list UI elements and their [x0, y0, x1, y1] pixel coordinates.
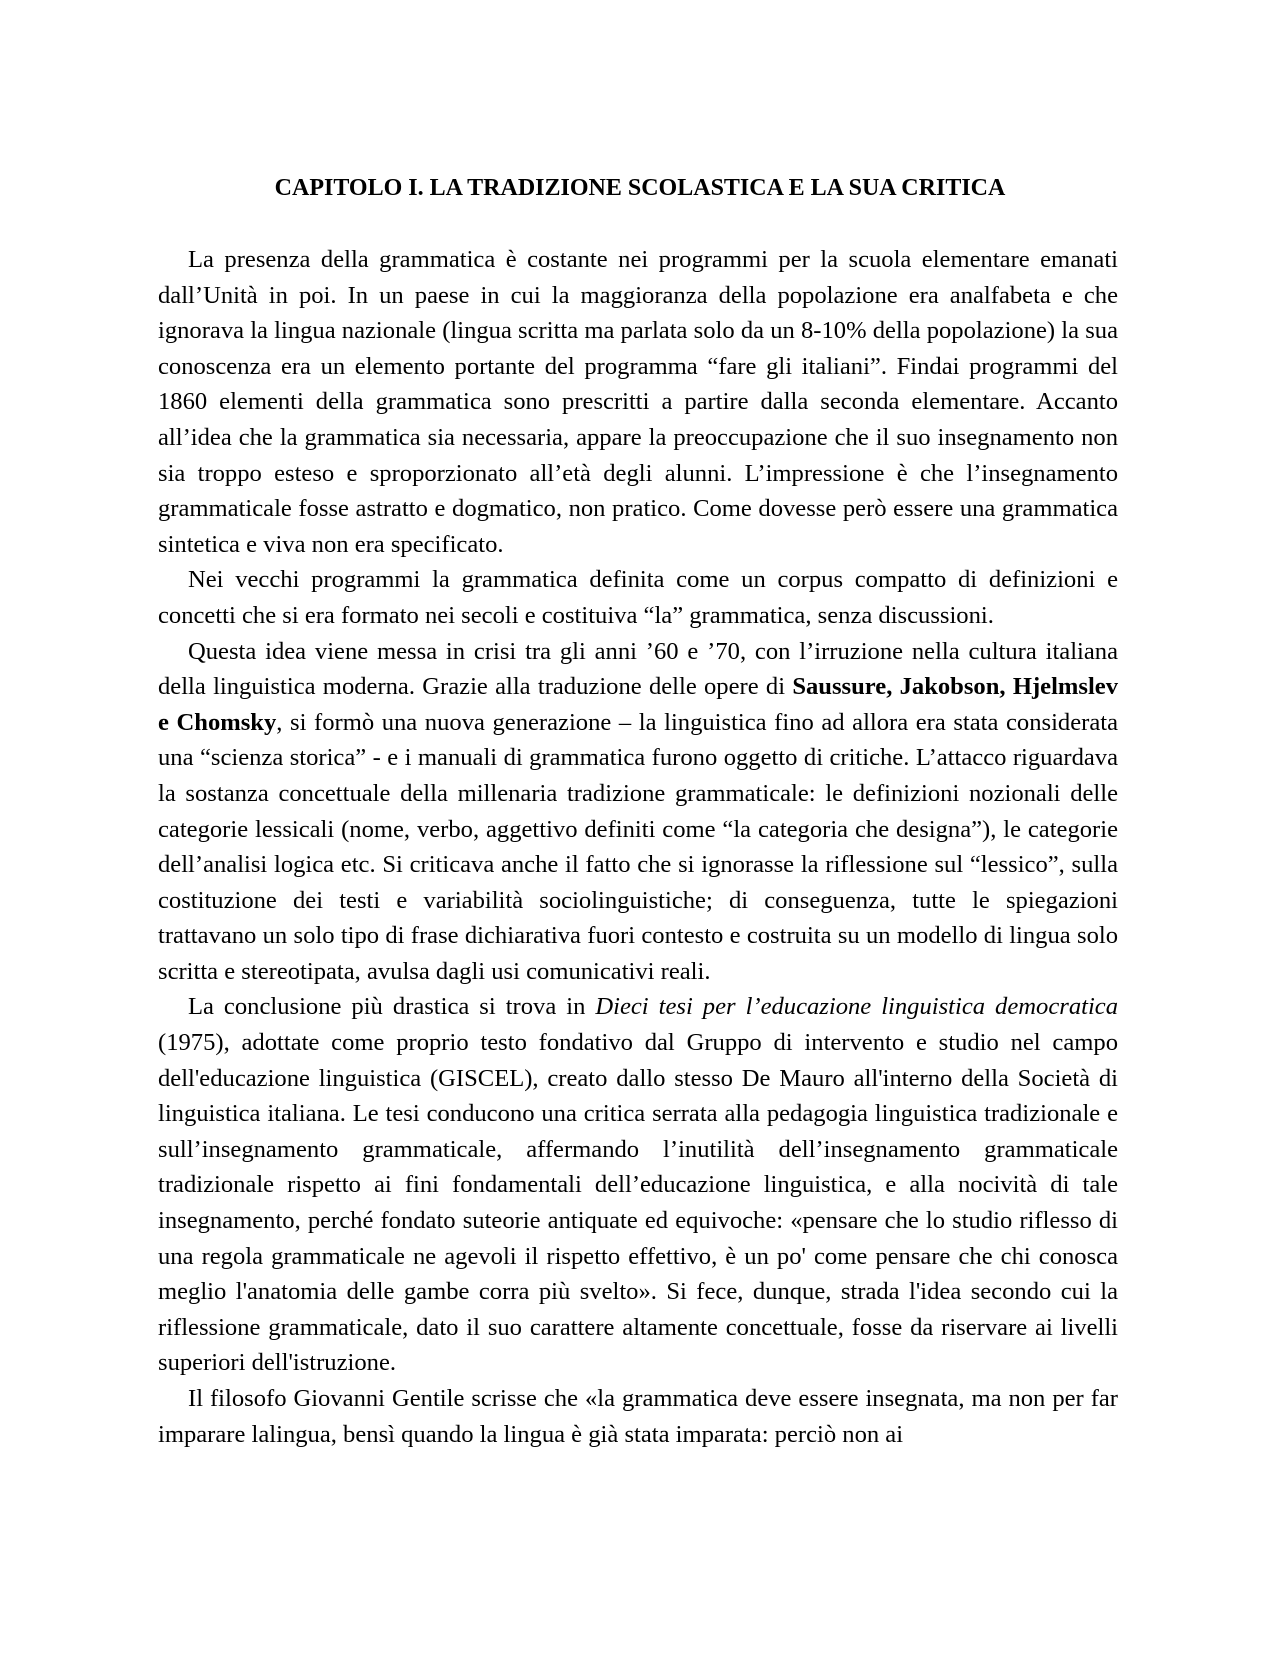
paragraph-4-text-start: La conclusione più drastica si trova in	[188, 993, 596, 1021]
paragraph-4-text-end: (1975), adottate come proprio testo fondativo dal Gruppo di intervento e studio nel campo dell'educazione linguistica (GISCEL), creato dallo stesso De Mauro all'interno della Società di linguistica italiana. Le tesi conducono una critica serrata alla pedagogia linguistica tradizionale e sull’insegnamento grammaticale, affermando l’inutilità dell’insegnamento grammaticale tradizionale rispetto ai fini fondamentali dell’educazione linguistica, e alla nocività di tale insegnamento, perché fondato suteorie antiquate ed equivoche: «pensare che lo studio riflesso di una regola grammaticale ne agevoli il rispetto effettivo, è un po' come pensare che chi conosca meglio l'anatomia delle gambe corra più svelto». Si fece, dunque, strada l'idea secondo cui la riflessione grammaticale, dato il suo carattere altamente concettuale, fosse da riservare ai livelli superiori dell'istruzione.	[158, 1029, 1118, 1377]
paragraph-4	[158, 989, 1118, 1381]
paragraph-1: La presenza della grammatica è costante nei programmi per la scuola elementare emanati dall’Unità in poi. In un paese in cui la maggioranza della popolazione era analfabeta e che ignorava la lingua nazionale (lingua scritta ma parlata solo da un 8-10% della popolazione) la sua conoscenza era un elemento portante del programma “fare gli italiani”. Findai programmi del 1860 elementi della grammatica sono prescritti a partire dalla seconda elementare. Accanto all’idea che la grammatica sia necessaria, appare la preoccupazione che il suo insegnamento non sia troppo esteso e sproporzionato all’età degli alunni. L’impressione è che l’insegnamento grammaticale fosse astratto e dogmatico, non pratico. Come dovesse però essere una grammatica sintetica e viva non era specificato.	[158, 246, 1118, 558]
paragraph-5: Il filosofo Giovanni Gentile scrisse che «la grammatica deve essere insegnata, ma non per far imparare lalingua, bensì quando la lingua è già stata imparata: perciò non ai	[158, 1385, 1118, 1448]
paragraph-3	[158, 634, 1118, 990]
chapter-title: CAPITOLO I. LA TRADIZIONE SCOLASTICA E LA SUA CRITICA	[274, 175, 1006, 201]
paragraph-3-bold-authors: Saussure, Jakobson, Hjelmslev e Chomsky	[158, 673, 1119, 736]
paragraph-3-text-end: , si formò una nuova generazione – la linguistica fino ad allora era stata considerata una “scienza storica” - e i manuali di grammatica furono oggetto di critiche. L’attacco riguardava la sostanza concettuale della millenaria tradizione grammaticale: le definizioni nozionali delle categorie lessicali (nome, verbo, aggettivo definiti come “la categoria che designa”), le categorie dell’analisi logica etc. Si criticava anche il fatto che si ignorasse la riflessione sul “lessico”, sulla costituzione dei testi e variabilità sociolinguistiche; di conseguenza, tutte le spiegazioni trattavano un solo tipo di frase dichiarativa fuori contesto e costruita su un modello di lingua solo scritta e stereotipata, avulsa dagli usi comunicativi reali.	[158, 708, 1118, 985]
paragraph-3-text-start: Questa idea viene messa in crisi tra gli anni ’60 e ’70, con l’irruzione nella cultura italiana della linguistica moderna. Grazie alla traduzione delle opere di	[158, 637, 1118, 701]
body-text	[158, 242, 1118, 1452]
paragraph-2: Nei vecchi programmi la grammatica definita come un corpus compatto di definizioni e concetti che si era formato nei secoli e costituiva “la” grammatica, senza discussioni.	[158, 566, 1118, 629]
paragraph-4-italic-title: Dieci tesi per l’educazione linguistica democratica	[595, 993, 1118, 1021]
